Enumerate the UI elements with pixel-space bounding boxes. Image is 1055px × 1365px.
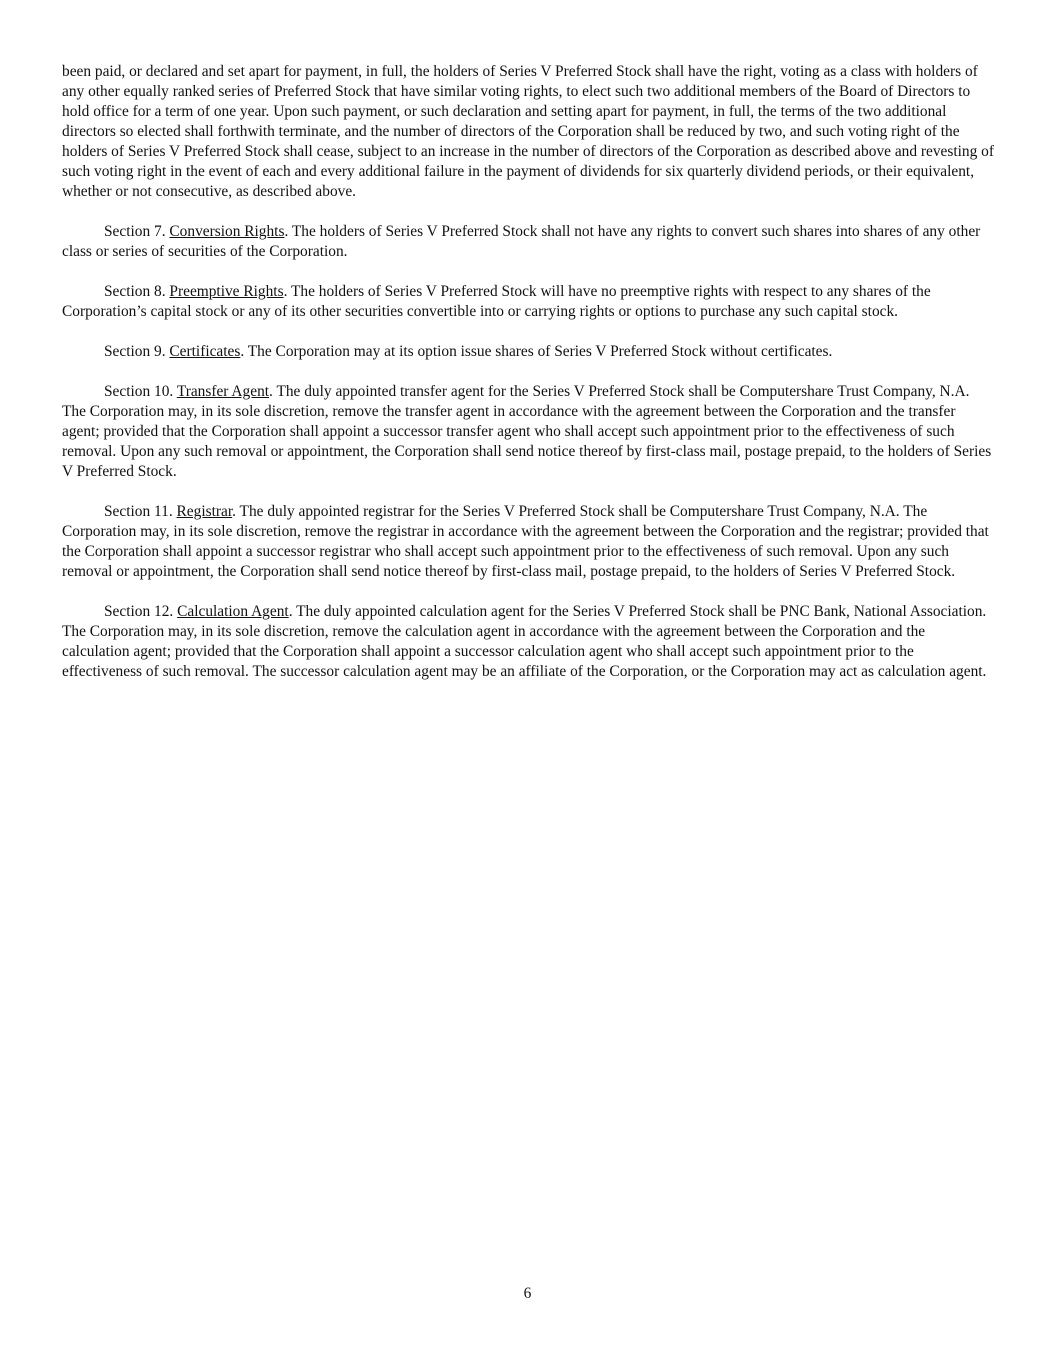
section-number: Section 9. [104,343,166,360]
section-title: Preemptive Rights [169,283,284,300]
section-9-paragraph [62,342,996,362]
section-text: . The duly appointed transfer agent for the Series V Preferred Stock shall be Computershare Trust Company, N.A. The Corporation may, in its sole discretion, remove the transfer agent in accordance with the agreement between the Corporation and the transfer agent; provided that the Corporation shall appoint a successor transfer agent who shall accept such appointment prior to the effectiveness of such removal. Upon any such removal or appointment, the Corporation shall send notice thereof by first-class mail, postage prepaid, to the holders of Series V Preferred Stock. [62,383,992,480]
section-number: Section 8. [104,283,166,300]
continuation-paragraph: been paid, or declared and set apart for payment, in full, the holders of Series V Preferred Stock shall have the right, voting as a class with holders of any other equally ranked series of Preferred Stock that have similar voting rights, to elect such two additional members of the Board of Directors to hold office for a term of one year. Upon such payment, or such declaration and setting apart for payment, in full, the terms of the two additional directors so elected shall forthwith terminate, and the number of directors of the Corporation shall be reduced by two, and such voting right of the holders of Series V Preferred Stock shall cease, subject to an increase in the number of directors of the Corporation as described above and revesting of such voting right in the event of each and every additional failure in the payment of dividends for six quarterly dividend periods, or their equivalent, whether or not consecutive, as described above. [62,63,994,200]
section-text: . The duly appointed calculation agent for the Series V Preferred Stock shall be PNC Bank, National Association. The Corporation may, in its sole discretion, remove the calculation agent in accordance with the agreement between the Corporation and the calculation agent; provided that the Corporation shall appoint a successor calculation agent who shall accept such appointment prior to the effectiveness of such removal. The successor calculation agent may be an affiliate of the Corporation, or the Corporation may act as calculation agent. [62,603,987,680]
section-8-paragraph [62,282,996,322]
section-text: . The Corporation may at its option issue shares of Series V Preferred Stock without certificates. [240,343,833,360]
section-7-paragraph [62,222,996,262]
section-title: Certificates [169,343,241,360]
section-number: Section 7. [104,223,166,240]
section-text: . The holders of Series V Preferred Stock shall not have any rights to convert such shares into shares of any other class or series of securities of the Corporation. [62,223,981,260]
document-body [62,62,996,702]
section-number: Section 11. [104,503,173,520]
page-number: 6 [523,1285,532,1302]
section-title: Registrar [176,503,233,520]
section-10-paragraph [62,382,996,482]
section-title: Calculation Agent [177,603,289,620]
section-title: Conversion Rights [169,223,285,240]
section-text: . The holders of Series V Preferred Stock will have no preemptive rights with respect to any shares of the Corporation’s capital stock or any of its other securities convertible into or carrying rights or options to purchase any such capital stock. [62,283,931,320]
section-11-paragraph [62,502,996,582]
section-number: Section 12. [104,603,174,620]
section-text: . The duly appointed registrar for the Series V Preferred Stock shall be Computershare Trust Company, N.A. The Corporation may, in its sole discretion, remove the registrar in accordance with the agreement between the Corporation and the registrar; provided that the Corporation shall appoint a successor registrar who shall accept such appointment prior to the effectiveness of such removal. Upon any such removal or appointment, the Corporation shall send notice thereof by first-class mail, postage prepaid, to the holders of Series V Preferred Stock. [62,503,989,580]
section-12-paragraph [62,602,996,682]
section-title: Transfer Agent [176,383,270,400]
section-number: Section 10. [104,383,174,400]
